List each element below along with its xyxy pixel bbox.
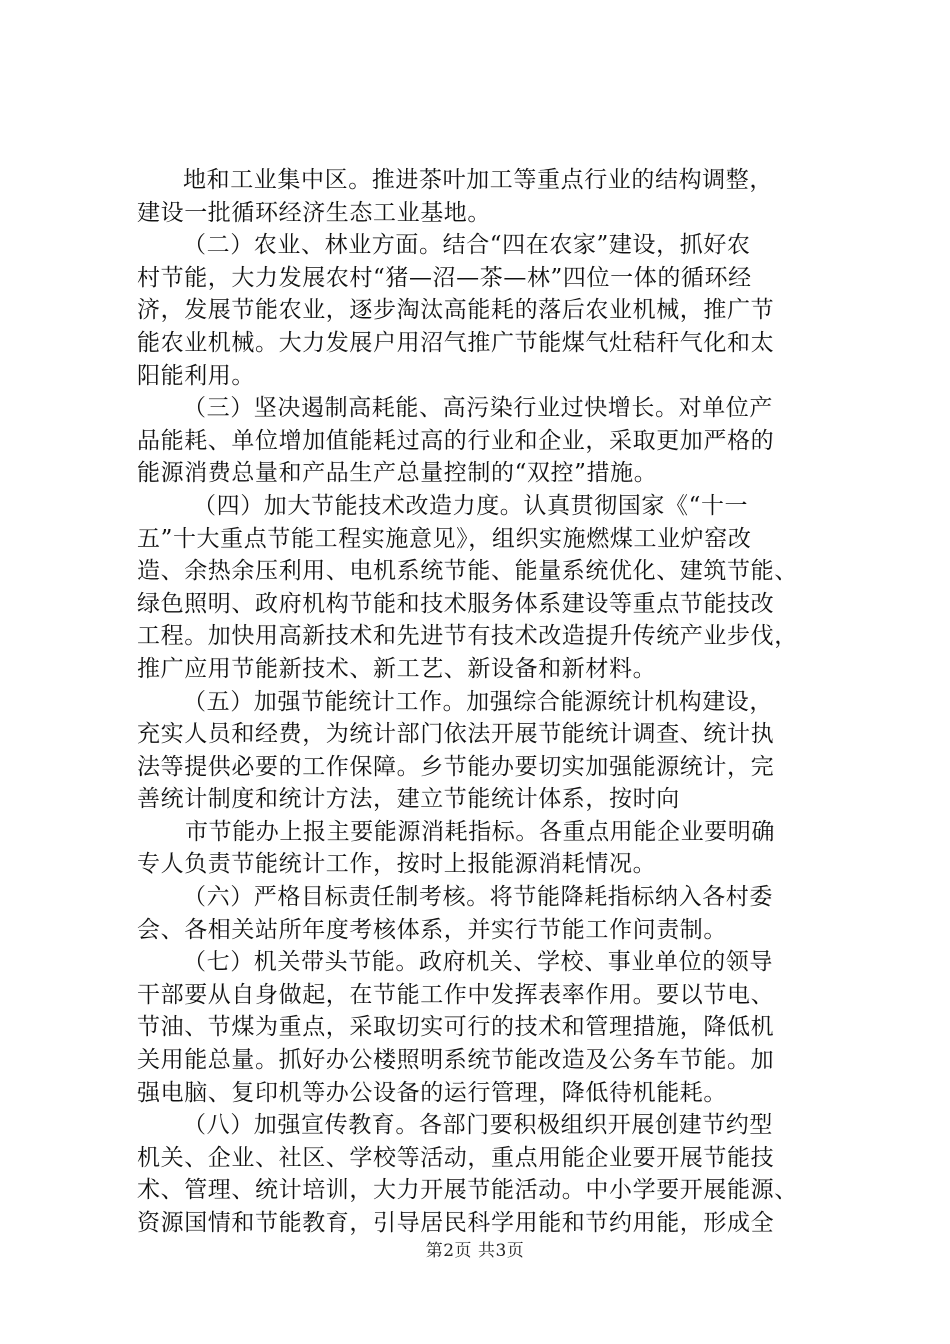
text-line: 地和工业集中区。推进茶叶加工等重点行业的结构调整， [183, 167, 773, 193]
text-line: （二）农业、林业方面。结合“四在农家”建设，抓好农 [183, 232, 751, 259]
text-line: 善统计制度和统计方法，建立节能统计体系，按时向 [137, 786, 680, 813]
text-line: 五”十大重点节能工程实施意见》，组织实施燃煤工业炉窑改 [137, 525, 752, 552]
text-line: 干部要从自身做起，在节能工作中发挥表率作用。要以节电、 [137, 981, 775, 1008]
text-line: （五）加强节能统计工作。加强综合能源统计机构建设， [183, 688, 773, 715]
text-line: 推广应用节能新技术、新工艺、新设备和新材料。 [137, 655, 657, 682]
text-line: 造、余热余压利用、电机系统节能、能量系统优化、建筑节能、 [137, 558, 798, 585]
text-line: （四）加大节能技术改造力度。认真贯彻国家《“十一 [193, 492, 749, 519]
text-line: （八）加强宣传教育。各部门要积极组织开展创建节约型 [183, 1112, 773, 1139]
text-line: （七）机关带头节能。政府机关、学校、事业单位的领导 [183, 949, 773, 976]
text-line: 关用能总量。抓好办公楼照明系统节能改造及公务车节能。加 [137, 1047, 775, 1074]
text-line: 机关、企业、社区、学校等活动，重点用能企业要开展节能技 [137, 1144, 775, 1171]
text-line: 专人负责节能统计工作，按时上报能源消耗情况。 [137, 851, 657, 878]
text-line: （三）坚决遏制高耗能、高污染行业过快增长。对单位产 [183, 395, 773, 422]
text-line: 术、管理、统计培训，大力开展节能活动。中小学要开展能源、 [137, 1177, 798, 1204]
document-body [137, 164, 837, 1240]
text-line: 法等提供必要的工作保障。乡节能办要切实加强能源统计，完 [137, 753, 775, 780]
text-line: 会、各相关站所年度考核体系，并实行节能工作问责制。 [137, 916, 727, 943]
text-line: 品能耗、单位增加值能耗过高的行业和企业，采取更加严格的 [137, 427, 775, 454]
text-line: 能源消费总量和产品生产总量控制的“双控”措施。 [137, 460, 658, 487]
text-line: 村节能，大力发展农村“猪—沼—茶—林”四位一体的循环经 [137, 264, 752, 291]
text-line: 能农业机械。大力发展户用沼气推广节能煤气灶秸秆气化和太 [137, 329, 775, 356]
page-number-footer: 第2页 共3页 [425, 1241, 525, 1261]
text-line: 节油、节煤为重点，采取切实可行的技术和管理措施，降低机 [137, 1014, 775, 1041]
text-line: 绿色照明、政府机构节能和技术服务体系建设等重点节能技改 [137, 590, 775, 617]
text-line: （六）严格目标责任制考核。将节能降耗指标纳入各村委 [183, 884, 773, 911]
text-line: 强电脑、复印机等办公设备的运行管理，降低待机能耗。 [137, 1079, 727, 1106]
text-line: 工程。加快用高新技术和先进节有技术改造提升传统产业步伐， [137, 623, 798, 650]
text-line: 充实人员和经费，为统计部门依法开展节能统计调查、统计执 [137, 721, 775, 748]
text-line: 济，发展节能农业，逐步淘汰高能耗的落后农业机械，推广节 [137, 297, 775, 324]
text-line: 资源国情和节能教育，引导居民科学用能和节约用能，形成全 [137, 1210, 775, 1236]
text-line: 建设一批循环经济生态工业基地。 [137, 199, 491, 226]
text-line: 市节能办上报主要能源消耗指标。各重点用能企业要明确 [185, 818, 775, 845]
text-line: 阳能利用。 [137, 362, 255, 389]
